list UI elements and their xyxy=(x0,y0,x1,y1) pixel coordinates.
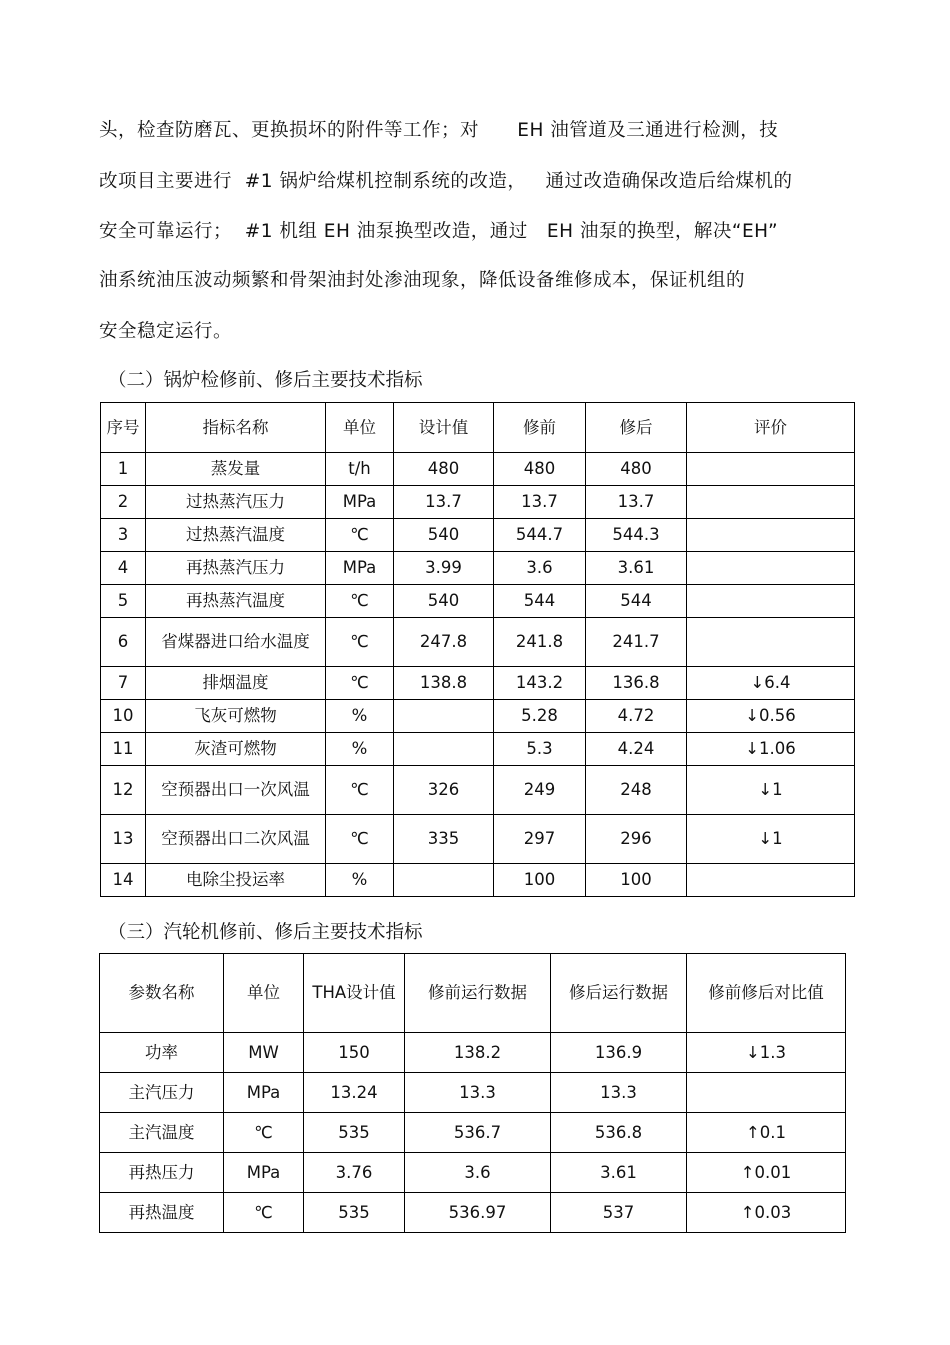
table-row xyxy=(101,585,855,618)
table-row xyxy=(101,552,855,585)
table-cell xyxy=(394,733,494,766)
table-cell: 空预器出口二次风温 xyxy=(146,815,326,864)
table-cell: 297 xyxy=(494,815,586,864)
table-cell: 544.7 xyxy=(494,519,586,552)
table-cell: 100 xyxy=(586,864,687,897)
column-header: 参数名称 xyxy=(100,954,224,1033)
column-header: 修后 xyxy=(586,403,687,453)
table-cell: 143.2 xyxy=(494,667,586,700)
table-cell: 蒸发量 xyxy=(146,453,326,486)
table-cell: ↓1 xyxy=(687,815,855,864)
table-row xyxy=(100,1113,846,1153)
column-header: 序号 xyxy=(101,403,146,453)
table-cell: 249 xyxy=(494,766,586,815)
table-cell: ℃ xyxy=(224,1113,304,1153)
table-cell: 3.6 xyxy=(405,1153,551,1193)
table-row xyxy=(100,1193,846,1233)
table-cell: % xyxy=(326,733,394,766)
table-cell: 5 xyxy=(101,585,146,618)
table-row xyxy=(100,1033,846,1073)
table-cell: 再热温度 xyxy=(100,1193,224,1233)
table-cell: ↓1 xyxy=(687,766,855,815)
table-cell xyxy=(687,552,855,585)
table-cell: 电除尘投运率 xyxy=(146,864,326,897)
table-cell: 主汽温度 xyxy=(100,1113,224,1153)
table-cell: 480 xyxy=(394,453,494,486)
table-cell: 过热蒸汽温度 xyxy=(146,519,326,552)
table-cell: 326 xyxy=(394,766,494,815)
table-cell xyxy=(687,1073,846,1113)
table-row xyxy=(101,815,855,864)
table-cell: 3.61 xyxy=(586,552,687,585)
table-cell: 13.7 xyxy=(394,486,494,519)
table-header-row xyxy=(101,403,855,453)
table-row xyxy=(101,766,855,815)
column-header: 修前修后对比值 xyxy=(687,954,846,1033)
table-cell: ↑0.03 xyxy=(687,1193,846,1233)
table-cell: 13.7 xyxy=(494,486,586,519)
table-cell: 544 xyxy=(586,585,687,618)
table-cell: 5.28 xyxy=(494,700,586,733)
column-header: 指标名称 xyxy=(146,403,326,453)
table-cell: 150 xyxy=(304,1033,405,1073)
table-cell: 138.2 xyxy=(405,1033,551,1073)
table-cell: 296 xyxy=(586,815,687,864)
table-cell: t/h xyxy=(326,453,394,486)
column-header: 修前运行数据 xyxy=(405,954,551,1033)
paragraph-line: 安全可靠运行； #1 机组 EH 油泵换型改造，通过 EH 油泵的换型，解决“EH” xyxy=(99,221,779,242)
paragraph-line: 头，检查防磨瓦、更换损坏的附件等工作；对 EH 油管道及三通进行检测，技 xyxy=(99,120,779,141)
table-cell: 再热蒸汽温度 xyxy=(146,585,326,618)
table-cell: 3.99 xyxy=(394,552,494,585)
table-cell xyxy=(687,618,855,667)
table-cell: 4.24 xyxy=(586,733,687,766)
table-cell: 335 xyxy=(394,815,494,864)
table-row xyxy=(101,486,855,519)
table-cell: 过热蒸汽压力 xyxy=(146,486,326,519)
table-cell: 544 xyxy=(494,585,586,618)
table-cell: 241.8 xyxy=(494,618,586,667)
table-cell: 535 xyxy=(304,1193,405,1233)
table-cell: 12 xyxy=(101,766,146,815)
table-cell: 2 xyxy=(101,486,146,519)
table-cell: 247.8 xyxy=(394,618,494,667)
table-row xyxy=(101,864,855,897)
table-cell: ℃ xyxy=(326,815,394,864)
table-cell: 136.9 xyxy=(551,1033,687,1073)
table-cell: 540 xyxy=(394,519,494,552)
table-cell: ↓0.56 xyxy=(687,700,855,733)
table-row xyxy=(101,700,855,733)
table-cell: ↑0.1 xyxy=(687,1113,846,1153)
table-cell: 535 xyxy=(304,1113,405,1153)
table-cell: ℃ xyxy=(326,667,394,700)
table-cell xyxy=(687,453,855,486)
table-cell: MPa xyxy=(326,552,394,585)
table-cell: 5.3 xyxy=(494,733,586,766)
table-cell xyxy=(394,700,494,733)
paragraph-line: 安全稳定运行。 xyxy=(99,321,233,342)
table-cell: ℃ xyxy=(326,585,394,618)
table-cell: 4.72 xyxy=(586,700,687,733)
table-cell: 主汽压力 xyxy=(100,1073,224,1113)
table-cell: 13.24 xyxy=(304,1073,405,1113)
table-cell: ℃ xyxy=(224,1193,304,1233)
table-cell: 6 xyxy=(101,618,146,667)
table-cell: 13.3 xyxy=(405,1073,551,1113)
table-cell: 再热蒸汽压力 xyxy=(146,552,326,585)
table-cell: 飞灰可燃物 xyxy=(146,700,326,733)
table-cell: 10 xyxy=(101,700,146,733)
table-cell: MW xyxy=(224,1033,304,1073)
table-row xyxy=(101,453,855,486)
table-cell xyxy=(394,864,494,897)
table-cell: 544.3 xyxy=(586,519,687,552)
table-cell: ℃ xyxy=(326,618,394,667)
table-cell: MPa xyxy=(224,1073,304,1113)
table-row xyxy=(100,1153,846,1193)
table-cell: 3.6 xyxy=(494,552,586,585)
table-cell: 省煤器进口给水温度 xyxy=(146,618,326,667)
table-cell xyxy=(687,519,855,552)
table-cell: ↓1.06 xyxy=(687,733,855,766)
table-cell: MPa xyxy=(326,486,394,519)
table-cell xyxy=(687,486,855,519)
table-cell: % xyxy=(326,864,394,897)
table-cell: 再热压力 xyxy=(100,1153,224,1193)
table-row xyxy=(101,667,855,700)
table-cell: ↓1.3 xyxy=(687,1033,846,1073)
table-cell: 537 xyxy=(551,1193,687,1233)
table-cell: ℃ xyxy=(326,519,394,552)
table-cell: 灰渣可燃物 xyxy=(146,733,326,766)
paragraph-line: 改项目主要进行 #1 锅炉给煤机控制系统的改造， 通过改造确保改造后给煤机的 xyxy=(99,171,793,192)
table-row xyxy=(100,1073,846,1113)
table-cell: ↑0.01 xyxy=(687,1153,846,1193)
column-header: 设计值 xyxy=(394,403,494,453)
table-cell: % xyxy=(326,700,394,733)
table-row xyxy=(101,618,855,667)
column-header: 单位 xyxy=(326,403,394,453)
table-cell: 1 xyxy=(101,453,146,486)
column-header: 评价 xyxy=(687,403,855,453)
table-cell: 480 xyxy=(586,453,687,486)
table-header-row xyxy=(100,954,846,1033)
paragraph-line: 油系统油压波动频繁和骨架油封处渗油现象，降低设备维修成本，保证机组的 xyxy=(99,270,746,291)
table-cell: 11 xyxy=(101,733,146,766)
table-cell: 241.7 xyxy=(586,618,687,667)
table-cell xyxy=(687,864,855,897)
table-cell: 536.7 xyxy=(405,1113,551,1153)
table-cell: 13.3 xyxy=(551,1073,687,1113)
table-cell: 13.7 xyxy=(586,486,687,519)
turbine-indicators-table xyxy=(99,953,846,1233)
table-cell: 4 xyxy=(101,552,146,585)
table-cell: 排烟温度 xyxy=(146,667,326,700)
column-header: 修前 xyxy=(494,403,586,453)
table-cell: 7 xyxy=(101,667,146,700)
boiler-indicators-table xyxy=(100,402,855,897)
table-cell: 空预器出口一次风温 xyxy=(146,766,326,815)
table-cell: 功率 xyxy=(100,1033,224,1073)
table-cell: 136.8 xyxy=(586,667,687,700)
table-cell: 14 xyxy=(101,864,146,897)
table-cell: ℃ xyxy=(326,766,394,815)
table-row xyxy=(101,733,855,766)
table-cell: 248 xyxy=(586,766,687,815)
column-header: THA设计值 xyxy=(304,954,405,1033)
column-header: 单位 xyxy=(224,954,304,1033)
boiler-section-heading: （二）锅炉检修前、修后主要技术指标 xyxy=(108,370,423,391)
table-cell: 100 xyxy=(494,864,586,897)
table-cell: 3.76 xyxy=(304,1153,405,1193)
table-row xyxy=(101,519,855,552)
table-cell: 3.61 xyxy=(551,1153,687,1193)
table-cell: 540 xyxy=(394,585,494,618)
table-cell: ↓6.4 xyxy=(687,667,855,700)
table-cell: 138.8 xyxy=(394,667,494,700)
table-cell: 13 xyxy=(101,815,146,864)
column-header: 修后运行数据 xyxy=(551,954,687,1033)
table-cell: 3 xyxy=(101,519,146,552)
table-cell: 480 xyxy=(494,453,586,486)
table-cell xyxy=(687,585,855,618)
table-cell: MPa xyxy=(224,1153,304,1193)
table-cell: 536.97 xyxy=(405,1193,551,1233)
turbine-section-heading: （三）汽轮机修前、修后主要技术指标 xyxy=(108,922,423,943)
table-cell: 536.8 xyxy=(551,1113,687,1153)
